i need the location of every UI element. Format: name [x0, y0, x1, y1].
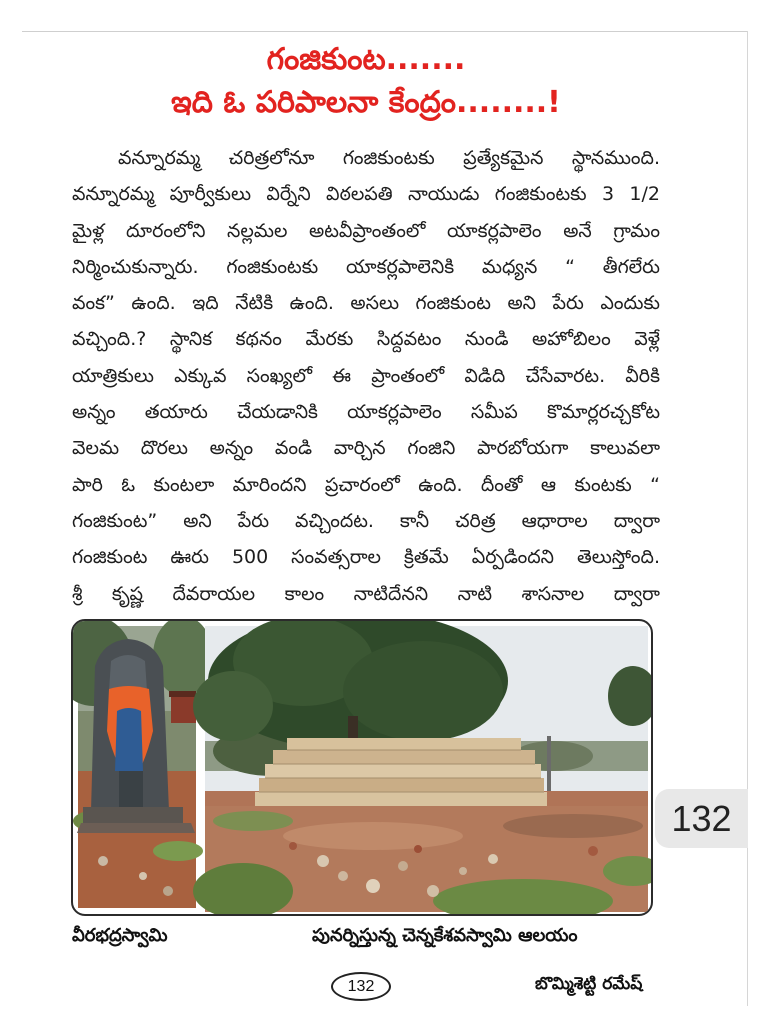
body-line: యాత్రికులు ఎక్కువ సంఖ్యలో ఈ ప్రాంతంలో విడిది చేసేవారట. వీరికి — [72, 364, 660, 387]
photo-collage — [73, 621, 651, 914]
body-paragraph — [72, 140, 660, 612]
body-line: వచ్చింది.? స్థానిక కథనం మేరకు సిద్దవటం నుండి అహోబిలం వెళ్లే — [72, 328, 660, 351]
body-line: వంక” ఉంది. ఇది నేటికి ఉంది. అసలు గంజికుంట అని పేరు ఎందుకు — [72, 292, 660, 315]
body-line: పారి ఓ కుంటలా మారిందని ప్రచారంలో ఉంది. దీంతో ఆ కుంటకు “ — [72, 473, 660, 496]
body-line: వన్నూరమ్మ చరిత్రలోనూ గంజికుంటకు ప్రత్యేకమైన స్థానముంది. — [118, 147, 660, 169]
top-border-line — [22, 31, 748, 32]
temple-photo — [193, 621, 651, 914]
body-line: గంజికుంట” అని పేరు వచ్చిందట. కానీ చరిత్ర ఆధారాల ద్వారా — [72, 509, 660, 532]
temple-platform — [255, 738, 547, 806]
photo-figure — [71, 619, 653, 916]
body-line: వన్నూరమ్మ పూర్వీకులు విర్నేని విఠలపతి నాయుడు గంజికుంటకు 3 1/2 — [72, 183, 660, 206]
author-name: బొమ్మిశెట్టి రమేష్ — [535, 974, 643, 994]
right-border-line — [747, 31, 748, 1006]
title-line-2: ఇది ఓ పరిపాలనా కేంద్రం........! — [171, 85, 561, 120]
body-line: నిర్మించుకున్నారు. గంజికుంటకు యాకర్లపాలెనికి మధ్యన “ తీగలేరు — [72, 255, 660, 278]
caption-left: వీరభద్రస్వామి — [72, 925, 168, 946]
title-line-1: గంజికుంట....... — [266, 42, 466, 77]
caption-right: పునర్నిస్తున్న చెన్నకేశవస్వామి ఆలయం — [312, 925, 578, 946]
body-line: అన్నం తయారు చేయడానికి యాకర్లపాలెం సమీప కొమార్లరచ్చకోట — [72, 401, 660, 424]
body-line: వెలమ దొరలు అన్నం వండి వార్చిన గంజిని పారబోయగా కాలువలా — [72, 437, 660, 460]
body-line: గంజికుంట ఊరు 500 సంవత్సరాల క్రితమే ఏర్పడిందని తెలుస్తోంది. — [72, 546, 660, 569]
page-number-badge[interactable]: 132 — [655, 789, 748, 848]
body-line: మైళ్ల దూరంలోని నల్లమల అటవీప్రాంతంలో యాకర్లపాలెం అనే గ్రామం — [72, 219, 660, 242]
footer-page-number: 132 — [331, 972, 391, 1001]
statue-photo — [73, 621, 213, 908]
body-line: శ్రీ కృష్ణ దేవరాయల కాలం నాటిదేనని నాటి శాసనాల ద్వారా — [72, 582, 660, 605]
